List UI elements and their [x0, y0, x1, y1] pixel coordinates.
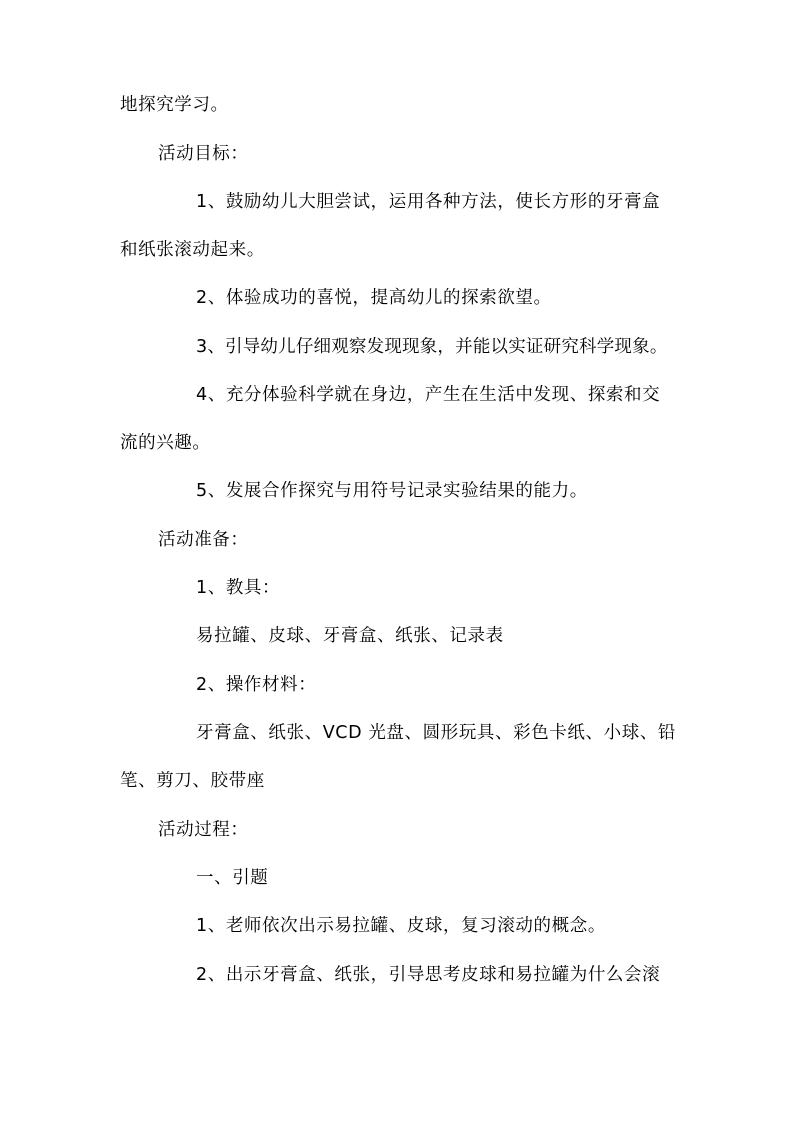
preparation-item-2: 2、操作材料： — [196, 675, 317, 695]
goal-item-4: 4、充分体验科学就在身边，产生在生活中发现、探索和交 — [196, 385, 661, 405]
goal-item-1-continuation: 和纸张滚动起来。 — [120, 240, 265, 260]
goal-item-3: 3、引导幼儿仔细观察发现现象，并能以实证研究科学现象。 — [196, 337, 668, 357]
goal-item-1: 1、鼓励幼儿大胆尝试，运用各种方法，使长方形的牙膏盒 — [196, 192, 661, 212]
preparation-item-1: 1、教具： — [196, 578, 281, 598]
section-heading-process: 活动过程： — [158, 820, 249, 840]
materials-list: 牙膏盒、纸张、VCD 光盘、圆形玩具、彩色卡纸、小球、铅 — [196, 723, 677, 743]
goal-item-2: 2、体验成功的喜悦，提高幼儿的探索欲望。 — [196, 288, 552, 308]
teaching-aids-list: 易拉罐、皮球、牙膏盒、纸张、记录表 — [196, 626, 504, 646]
goal-item-5: 5、发展合作探究与用符号记录实验结果的能力。 — [196, 481, 588, 501]
section-heading-goals: 活动目标： — [158, 144, 249, 164]
process-item-1: 1、老师依次出示易拉罐、皮球，复习滚动的概念。 — [196, 916, 606, 936]
process-item-2: 2、出示牙膏盒、纸张，引导思考皮球和易拉罐为什么会滚 — [196, 965, 661, 985]
section-heading-preparation: 活动准备： — [158, 530, 249, 550]
process-step-1-heading: 一、引题 — [196, 868, 269, 888]
materials-list-continuation: 笔、剪刀、胶带座 — [120, 771, 265, 791]
paragraph-continuation: 地探究学习。 — [120, 95, 229, 115]
goal-item-4-continuation: 流的兴趣。 — [120, 433, 211, 453]
